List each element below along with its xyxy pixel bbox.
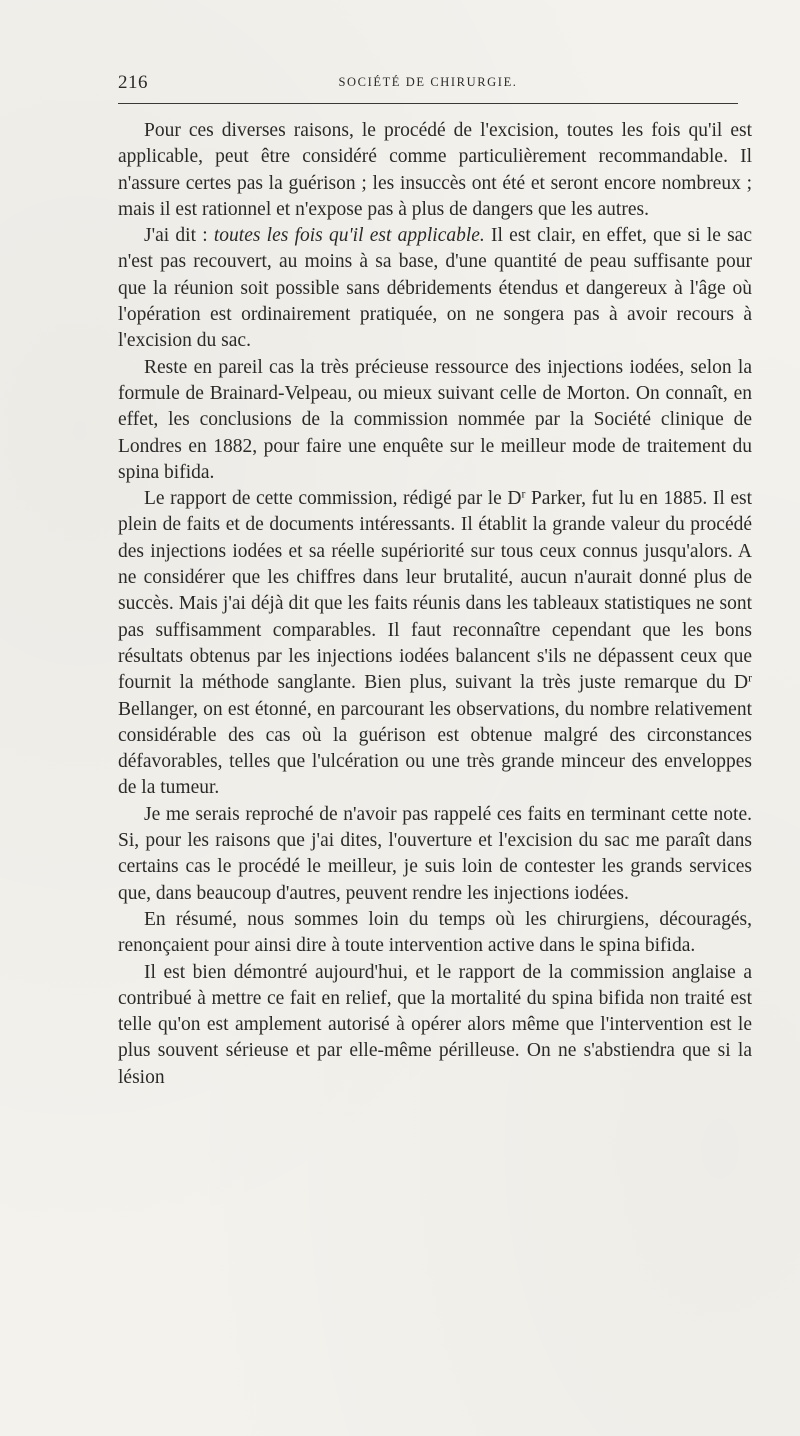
paragraph-3: Reste en pareil cas la très précieuse ressource des injections iodées, selon la formule de Brainard-Velpeau, ou mieux suivant celle de Morton. On connaît, en effet, les conclusions de la commission nommée par la Société clinique de Londres en 1882, pour faire une enquête sur le meilleur mode de traitement du spina bifida. bbox=[118, 356, 752, 483]
paragraph-4-part-c: Bellanger, on est étonné, en parcourant les observations, du nombre relativement considérable des cas où la guérison est obtenue malgré des circonstances défavorables, telles que l'ulcération ou une très grande minceur des enveloppes de la tumeur. bbox=[118, 698, 752, 799]
paragraph-4-part-a: Le rapport de cette commission, rédigé par le D bbox=[144, 488, 522, 510]
paragraph-2-rest: Il est clair, en effet, que si le sac n'est pas recouvert, au moins à sa base, d'une quantité de peau suffisante pour que la réunion soit possible sans débridements étendus et dangereux à l'âge où l'opération est ordinairement pratiquée, on ne songera pas à avoir recours à l'excision du sac. bbox=[118, 225, 752, 352]
paragraph-2 bbox=[118, 223, 752, 354]
running-head: SOCIÉTÉ DE CHIRURGIE. bbox=[338, 75, 518, 89]
header-rule bbox=[118, 103, 738, 104]
paragraph-5: Je me serais reproché de n'avoir pas rappelé ces faits en terminant cette note. Si, pour les raisons que j'ai dites, l'ouverture et l'excision du sac me paraît dans certains cas le procédé le meilleur, je suis loin de contester les grands services que, dans beaucoup d'autres, peuvent rendre les injections iodées. bbox=[118, 803, 752, 904]
page-number: 216 bbox=[118, 72, 148, 93]
body-text bbox=[118, 118, 752, 1091]
paragraph-6: En résumé, nous sommes loin du temps où les chirurgiens, découragés, renonçaient pour ainsi dire à toute intervention active dans le spina bifida. bbox=[118, 908, 752, 957]
paragraph-2-start: J'ai dit : bbox=[144, 225, 214, 247]
superscript-r-2: r bbox=[748, 671, 752, 685]
superscript-r-1: r bbox=[521, 487, 526, 501]
paragraph-7: Il est bien démontré aujourd'hui, et le rapport de la commission anglaise a contribué à mettre ce fait en relief, que la mortalité du spina bifida non traité est telle qu'on est amplement autorisé à opérer alors même que l'intervention est le plus souvent sérieuse et par elle-même périlleuse. On ne s'abstiendra que si la lésion bbox=[118, 961, 752, 1088]
paragraph-4 bbox=[118, 486, 752, 802]
paragraph-4-part-b: Parker, fut lu en 1885. Il est plein de faits et de documents intéressants. Il établit la grande valeur du procédé des injections iodées et sa réelle supériorité sur tous ceux connus jusqu'alors. A ne considérer que les chiffres dans leur brutalité, aucun n'aurait donné plus de succès. Mais j'ai déjà dit que les faits réunis dans les tableaux statistiques ne sont pas suffisamment comparables. Il faut reconnaître cependant que les bons résultats obtenus par les injections iodées balancent s'ils ne dépassent ceux que fournit la méthode sanglante. Bien plus, suivant la très juste remarque du D bbox=[118, 488, 752, 694]
page-header bbox=[118, 72, 738, 98]
paragraph-1: Pour ces diverses raisons, le procédé de l'excision, toutes les fois qu'il est applicable, peut être considéré comme particulièrement recommandable. Il n'assure certes pas la guérison ; les insuccès ont été et seront encore nombreux ; mais il est rationnel et n'expose pas à plus de dangers que les autres. bbox=[118, 120, 752, 220]
paragraph-2-italic: toutes les fois qu'il est applicable. bbox=[213, 225, 485, 247]
